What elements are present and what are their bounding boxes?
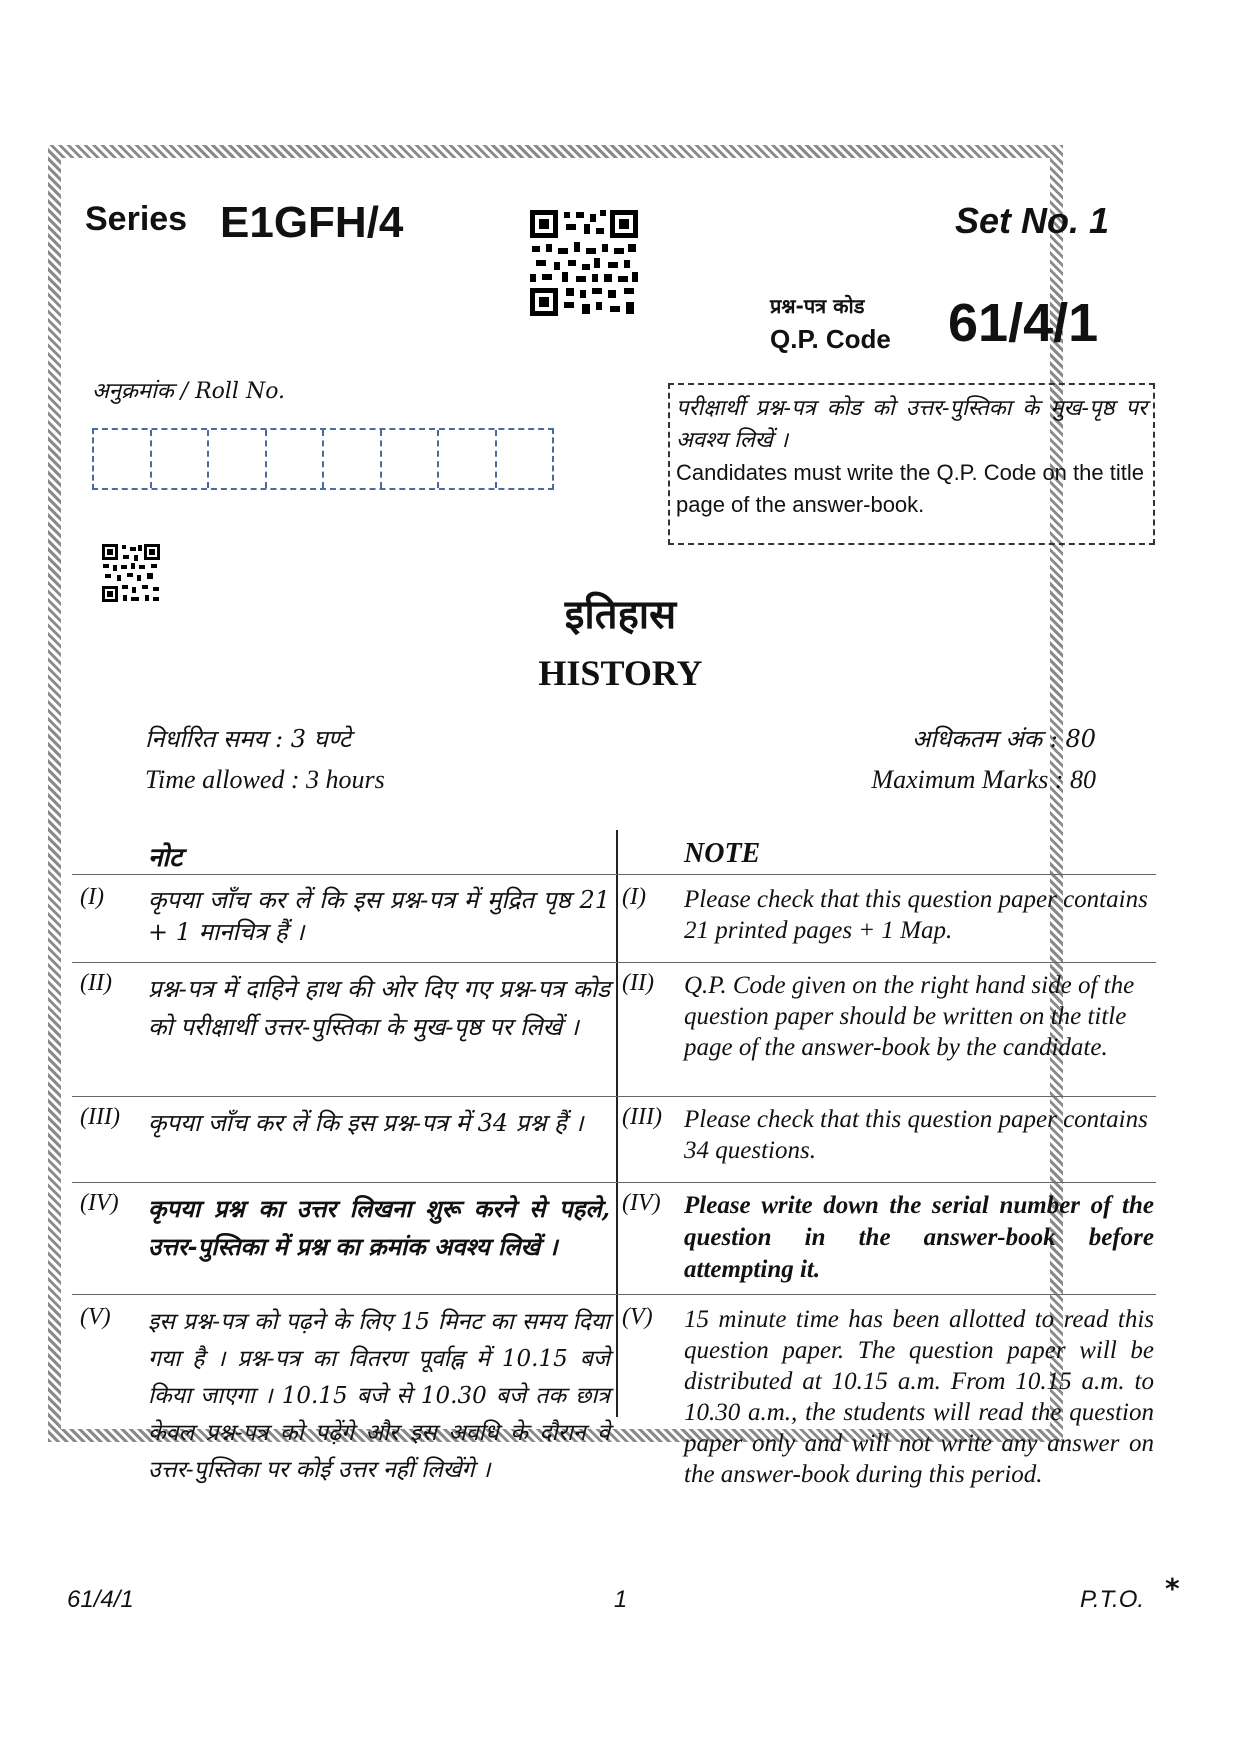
divider: [72, 1294, 1156, 1295]
roll-number-cell[interactable]: [209, 430, 267, 488]
note-text-hindi: इस प्रश्न-पत्र को पढ़ने के लिए 15 मिनट का समय दिया गया है । प्रश्न-पत्र का वितरण पूर्वाह्न में 10.15 बजे किया जाएगा । 10.15 बजे से 10.30 बजे तक छात्र केवल प्रश्न-पत्र को पढ़ेंगे और इस अवधि के दौरान वे उत्तर-पुस्तिका पर कोई उत्तर नहीं लिखेंगे ।: [148, 1309, 610, 1483]
note-number: (II): [622, 970, 654, 996]
note-number: (III): [622, 1104, 662, 1130]
note-text: Q.P. Code given on the right hand side of the question paper should be written on the title page of the answer-book by the candidate.: [684, 972, 1135, 1061]
please-turn-over: P.T.O.: [1080, 1586, 1145, 1613]
divider: [72, 874, 1156, 875]
time-allowed: Time allowed : 3 hours: [145, 765, 385, 794]
roll-number-cell[interactable]: [94, 430, 152, 488]
roll-number-cell[interactable]: [152, 430, 210, 488]
note-number: (V): [80, 1304, 111, 1330]
note-number: (V): [622, 1304, 653, 1330]
qp-code-instruction-box: [668, 383, 1155, 545]
roll-number-cell[interactable]: [439, 430, 497, 488]
footer-paper-code: 61/4/1: [67, 1586, 134, 1613]
note-text: Please check that this question paper contains 34 questions.: [684, 1106, 1148, 1164]
roll-number-cell[interactable]: [382, 430, 440, 488]
qp-code-label-hindi: प्रश्न-पत्र कोड: [770, 294, 865, 318]
column-divider: [616, 830, 618, 1417]
qp-code-label: Q.P. Code: [770, 324, 891, 354]
note-text-hindi: प्रश्न-पत्र में दाहिने हाथ की ओर दिए गए प्रश्न-पत्र कोड को परीक्षार्थी उत्तर-पुस्तिका के मुख-पृष्ठ पर लिखें ।: [148, 975, 610, 1041]
roll-number-cell[interactable]: [324, 430, 382, 488]
note-number: (III): [80, 1104, 120, 1130]
note-text: 15 minute time has been allotted to read this question paper. The question paper will be distributed at 10.15 a.m. From 10.15 a.m. to 10.30 a.m., the students will read the question paper only and will not write any answer on the answer-book during this period.: [684, 1306, 1154, 1488]
note-text: Please check that this question paper contains 21 printed pages + 1 Map.: [684, 886, 1148, 944]
roll-number-cell[interactable]: [497, 430, 553, 488]
page-number: 1: [613, 1586, 628, 1613]
roll-number-cell[interactable]: [267, 430, 325, 488]
note-number: (IV): [622, 1190, 661, 1216]
roll-number-label: अनुक्रमांक / Roll No.: [92, 379, 286, 404]
note-heading: NOTE: [684, 838, 761, 869]
note-number: (IV): [80, 1190, 119, 1216]
maximum-marks: Maximum Marks : 80: [871, 765, 1096, 794]
series-code: E1GFH/4: [220, 198, 404, 247]
divider: [72, 962, 1156, 963]
maximum-marks-hindi: अधिकतम अंक : 80: [911, 725, 1096, 753]
note-heading-hindi: नोट: [148, 843, 183, 873]
time-allowed-hindi: निर्धारित समय : 3 घण्टे: [145, 725, 352, 753]
asterisk-mark: *: [1165, 1572, 1180, 1605]
series-label: Series: [85, 200, 188, 238]
instruction-hindi: परीक्षार्थी प्रश्न-पत्र कोड को उत्तर-पुस्तिका के मुख-पृष्ठ पर अवश्य लिखें ।: [676, 396, 1147, 453]
note-text-hindi: कृपया प्रश्न का उत्तर लिखना शुरू करने से पहले, उत्तर-पुस्तिका में प्रश्न का क्रमांक अवश्य लिखें ।: [148, 1194, 610, 1261]
qr-code-large-icon: [528, 208, 640, 318]
subject-title: HISTORY: [538, 653, 703, 693]
subject-title-hindi: इतिहास: [564, 592, 677, 638]
note-number: (I): [80, 884, 104, 910]
roll-number-boxes[interactable]: [92, 428, 554, 490]
note-text: Please write down the serial number of the question in the answer-book before attempting it.: [684, 1192, 1154, 1283]
divider: [72, 1096, 1156, 1097]
note-text-hindi: कृपया जाँच कर लें कि इस प्रश्न-पत्र में 34 प्रश्न हैं ।: [148, 1109, 584, 1137]
set-number: Set No. 1: [955, 200, 1110, 241]
qp-code-value: 61/4/1: [948, 293, 1099, 353]
note-number: (II): [80, 970, 112, 996]
note-text-hindi: कृपया जाँच कर लें कि इस प्रश्न-पत्र में मुद्रित पृष्ठ 21 + 1 मानचित्र हैं ।: [148, 886, 610, 946]
note-number: (I): [622, 884, 646, 910]
instruction-english: Candidates must write the Q.P. Code on the title page of the answer-book.: [676, 460, 1144, 517]
divider: [72, 1182, 1156, 1183]
